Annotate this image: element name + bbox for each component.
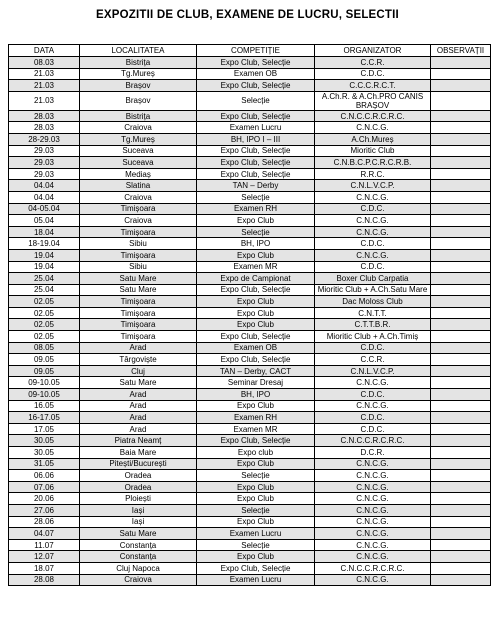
cell-competitie: BH, IPO xyxy=(197,389,315,401)
table-row xyxy=(9,68,491,80)
cell-data: 02.05 xyxy=(9,307,80,319)
cell-competitie: Expo de Campionat xyxy=(197,273,315,285)
table-row xyxy=(9,226,491,238)
cell-localitatea: Timișoara xyxy=(80,307,197,319)
cell-observatii xyxy=(431,215,491,227)
cell-organizator: A.Ch.R. & A.Ch.PRO CANIS BRAȘOV xyxy=(315,91,431,110)
cell-observatii xyxy=(431,80,491,92)
cell-competitie: Expo Club xyxy=(197,296,315,308)
cell-competitie: Expo Club xyxy=(197,458,315,470)
cell-localitatea: Târgoviște xyxy=(80,354,197,366)
cell-data: 04.07 xyxy=(9,528,80,540)
table-row xyxy=(9,389,491,401)
cell-organizator: C.C.C.R.C.T. xyxy=(315,80,431,92)
cell-organizator: C.N.C.G. xyxy=(315,551,431,563)
cell-localitatea: Timișoara xyxy=(80,249,197,261)
cell-localitatea: Arad xyxy=(80,342,197,354)
cell-data: 16-17.05 xyxy=(9,412,80,424)
cell-data: 20.06 xyxy=(9,493,80,505)
cell-localitatea: Constanța xyxy=(80,551,197,563)
cell-localitatea: Oradea xyxy=(80,470,197,482)
cell-data: 27.06 xyxy=(9,504,80,516)
cell-organizator: Boxer Club Carpatia xyxy=(315,273,431,285)
table-row xyxy=(9,307,491,319)
cell-observatii xyxy=(431,180,491,192)
table-row xyxy=(9,168,491,180)
table-row xyxy=(9,528,491,540)
cell-competitie: Examen Lucru xyxy=(197,528,315,540)
cell-data: 30.05 xyxy=(9,435,80,447)
cell-data: 08.05 xyxy=(9,342,80,354)
cell-observatii xyxy=(431,226,491,238)
cell-organizator: C.N.C.G. xyxy=(315,516,431,528)
table-row xyxy=(9,470,491,482)
cell-organizator: C.N.C.G. xyxy=(315,377,431,389)
cell-competitie: Examen RH xyxy=(197,412,315,424)
cell-competitie: Examen MR xyxy=(197,261,315,273)
table-row xyxy=(9,319,491,331)
cell-localitatea: Craiova xyxy=(80,574,197,586)
cell-observatii xyxy=(431,122,491,134)
cell-observatii xyxy=(431,57,491,69)
cell-organizator: C.N.C.C.R.C.R.C. xyxy=(315,110,431,122)
cell-competitie: TAN – Derby, CACT xyxy=(197,365,315,377)
cell-organizator: A.Ch.Mureș xyxy=(315,133,431,145)
cell-data: 21.03 xyxy=(9,80,80,92)
table-row xyxy=(9,191,491,203)
cell-organizator: C.N.C.C.R.C.R.C. xyxy=(315,435,431,447)
cell-observatii xyxy=(431,91,491,110)
cell-organizator: C.N.C.G. xyxy=(315,191,431,203)
cell-data: 09-10.05 xyxy=(9,389,80,401)
header-localitatea: LOCALITATEA xyxy=(80,45,197,57)
cell-organizator: C.N.C.G. xyxy=(315,493,431,505)
cell-localitatea: Craiova xyxy=(80,215,197,227)
cell-localitatea: Timișoara xyxy=(80,203,197,215)
cell-observatii xyxy=(431,168,491,180)
cell-organizator: C.N.T.T. xyxy=(315,307,431,319)
cell-competitie: Selecție xyxy=(197,191,315,203)
cell-organizator: C.N.C.G. xyxy=(315,470,431,482)
cell-localitatea: Satu Mare xyxy=(80,284,197,296)
table-row xyxy=(9,145,491,157)
cell-data: 25.04 xyxy=(9,284,80,296)
cell-localitatea: Craiova xyxy=(80,122,197,134)
cell-localitatea: Craiova xyxy=(80,191,197,203)
cell-localitatea: Timișoara xyxy=(80,226,197,238)
header-data: DATA xyxy=(9,45,80,57)
table-row xyxy=(9,296,491,308)
cell-observatii xyxy=(431,562,491,574)
cell-data: 29.03 xyxy=(9,168,80,180)
cell-localitatea: Suceava xyxy=(80,157,197,169)
cell-organizator: C.N.C.G. xyxy=(315,215,431,227)
cell-observatii xyxy=(431,110,491,122)
cell-localitatea: Satu Mare xyxy=(80,377,197,389)
cell-competitie: BH, IPO xyxy=(197,238,315,250)
cell-localitatea: Timișoara xyxy=(80,331,197,343)
cell-organizator: C.D.C. xyxy=(315,342,431,354)
cell-competitie: TAN – Derby xyxy=(197,180,315,192)
cell-organizator: C.C.R. xyxy=(315,354,431,366)
cell-data: 21.03 xyxy=(9,68,80,80)
table-row xyxy=(9,458,491,470)
cell-competitie: Examen OB xyxy=(197,68,315,80)
cell-observatii xyxy=(431,145,491,157)
cell-observatii xyxy=(431,307,491,319)
header-row xyxy=(9,45,491,57)
cell-data: 02.05 xyxy=(9,296,80,308)
cell-data: 31.05 xyxy=(9,458,80,470)
cell-competitie: Seminar Dresaj xyxy=(197,377,315,389)
cell-data: 04.04 xyxy=(9,191,80,203)
cell-data: 08.03 xyxy=(9,57,80,69)
cell-localitatea: Iași xyxy=(80,516,197,528)
table-row xyxy=(9,249,491,261)
cell-competitie: Expo Club xyxy=(197,215,315,227)
cell-data: 29.03 xyxy=(9,157,80,169)
cell-competitie: Examen MR xyxy=(197,423,315,435)
cell-competitie: Expo Club, Selecție xyxy=(197,354,315,366)
cell-observatii xyxy=(431,528,491,540)
cell-competitie: Expo Club xyxy=(197,481,315,493)
cell-localitatea: Slatina xyxy=(80,180,197,192)
cell-observatii xyxy=(431,574,491,586)
cell-organizator: Mioritic Club + A.Ch.Timiș xyxy=(315,331,431,343)
cell-organizator: C.N.C.G. xyxy=(315,504,431,516)
table-row xyxy=(9,574,491,586)
header-observatii: OBSERVAȚII xyxy=(431,45,491,57)
cell-observatii xyxy=(431,389,491,401)
cell-localitatea: Brașov xyxy=(80,80,197,92)
cell-observatii xyxy=(431,157,491,169)
table-row xyxy=(9,110,491,122)
cell-organizator: C.C.R. xyxy=(315,57,431,69)
cell-organizator: C.N.C.G. xyxy=(315,122,431,134)
table-row xyxy=(9,400,491,412)
cell-localitatea: Bistrița xyxy=(80,110,197,122)
cell-observatii xyxy=(431,249,491,261)
cell-competitie: Expo Club xyxy=(197,551,315,563)
cell-data: 09.05 xyxy=(9,365,80,377)
cell-data: 25.04 xyxy=(9,273,80,285)
cell-observatii xyxy=(431,331,491,343)
cell-organizator: C.D.C. xyxy=(315,412,431,424)
cell-competitie: Expo Club, Selecție xyxy=(197,157,315,169)
cell-data: 06.06 xyxy=(9,470,80,482)
cell-organizator: C.N.C.C.R.C.R.C. xyxy=(315,562,431,574)
cell-observatii xyxy=(431,261,491,273)
cell-competitie: Expo Club xyxy=(197,493,315,505)
cell-data: 30.05 xyxy=(9,447,80,459)
cell-observatii xyxy=(431,284,491,296)
cell-localitatea: Baia Mare xyxy=(80,447,197,459)
table-row xyxy=(9,91,491,110)
cell-observatii xyxy=(431,412,491,424)
table-row xyxy=(9,377,491,389)
table-row xyxy=(9,80,491,92)
table-row xyxy=(9,238,491,250)
cell-data: 29.03 xyxy=(9,145,80,157)
table-row xyxy=(9,516,491,528)
cell-localitatea: Piatra Neamț xyxy=(80,435,197,447)
cell-observatii xyxy=(431,470,491,482)
table-row xyxy=(9,435,491,447)
cell-data: 28.06 xyxy=(9,516,80,528)
cell-localitatea: Ploiești xyxy=(80,493,197,505)
table-row xyxy=(9,354,491,366)
cell-localitatea: Tg.Mureș xyxy=(80,68,197,80)
cell-localitatea: Arad xyxy=(80,389,197,401)
cell-organizator: Mioritic Club xyxy=(315,145,431,157)
cell-competitie: Selecție xyxy=(197,504,315,516)
cell-data: 28.03 xyxy=(9,110,80,122)
cell-competitie: Expo club xyxy=(197,447,315,459)
cell-competitie: Expo Club xyxy=(197,319,315,331)
cell-localitatea: Constanța xyxy=(80,539,197,551)
table-row xyxy=(9,447,491,459)
table-row xyxy=(9,180,491,192)
cell-organizator: C.N.C.G. xyxy=(315,574,431,586)
cell-data: 05.04 xyxy=(9,215,80,227)
table-row xyxy=(9,481,491,493)
table-row xyxy=(9,504,491,516)
page-title: EXPOZITII DE CLUB, EXAMENE DE LUCRU, SELECTII xyxy=(96,9,399,21)
cell-competitie: Expo Club xyxy=(197,400,315,412)
cell-localitatea: Pitești/București xyxy=(80,458,197,470)
table-row xyxy=(9,331,491,343)
cell-localitatea: Cluj xyxy=(80,365,197,377)
cell-localitatea: Mediaș xyxy=(80,168,197,180)
events-table xyxy=(8,44,491,586)
cell-organizator: C.N.C.G. xyxy=(315,249,431,261)
cell-organizator: C.N.L.V.C.P. xyxy=(315,365,431,377)
cell-data: 02.05 xyxy=(9,319,80,331)
cell-competitie: Expo Club, Selecție xyxy=(197,435,315,447)
cell-observatii xyxy=(431,377,491,389)
cell-organizator: C.N.B.C.P.C.R.C.R.B. xyxy=(315,157,431,169)
table-row xyxy=(9,412,491,424)
cell-localitatea: Sibiu xyxy=(80,238,197,250)
cell-data: 19.04 xyxy=(9,249,80,261)
cell-organizator: C.N.L.V.C.P. xyxy=(315,180,431,192)
cell-organizator: C.D.C. xyxy=(315,389,431,401)
cell-organizator: C.T.T.B.R. xyxy=(315,319,431,331)
cell-observatii xyxy=(431,365,491,377)
cell-competitie: Expo Club, Selecție xyxy=(197,57,315,69)
table-row xyxy=(9,342,491,354)
cell-organizator: C.N.C.G. xyxy=(315,400,431,412)
cell-observatii xyxy=(431,435,491,447)
table-row xyxy=(9,157,491,169)
cell-competitie: Expo Club, Selecție xyxy=(197,110,315,122)
cell-observatii xyxy=(431,481,491,493)
cell-competitie: Selecție xyxy=(197,539,315,551)
cell-organizator: R.R.C. xyxy=(315,168,431,180)
cell-observatii xyxy=(431,551,491,563)
cell-data: 04.04 xyxy=(9,180,80,192)
cell-competitie: Expo Club, Selecție xyxy=(197,331,315,343)
cell-organizator: C.D.C. xyxy=(315,238,431,250)
cell-competitie: Expo Club, Selecție xyxy=(197,562,315,574)
cell-data: 18.04 xyxy=(9,226,80,238)
cell-competitie: Expo Club, Selecție xyxy=(197,284,315,296)
cell-competitie: Expo Club xyxy=(197,249,315,261)
cell-organizator: C.N.C.G. xyxy=(315,226,431,238)
cell-competitie: Expo Club, Selecție xyxy=(197,145,315,157)
cell-organizator: Mioritic Club + A.Ch.Satu Mare xyxy=(315,284,431,296)
cell-localitatea: Timișoara xyxy=(80,319,197,331)
cell-competitie: Examen RH xyxy=(197,203,315,215)
cell-observatii xyxy=(431,539,491,551)
cell-localitatea: Iași xyxy=(80,504,197,516)
cell-observatii xyxy=(431,191,491,203)
cell-observatii xyxy=(431,354,491,366)
cell-data: 28.03 xyxy=(9,122,80,134)
cell-observatii xyxy=(431,319,491,331)
cell-competitie: Examen Lucru xyxy=(197,574,315,586)
table-row xyxy=(9,261,491,273)
cell-localitatea: Oradea xyxy=(80,481,197,493)
header-competitie: COMPETIȚIE xyxy=(197,45,315,57)
cell-data: 16.05 xyxy=(9,400,80,412)
cell-organizator: C.D.C. xyxy=(315,203,431,215)
table-row xyxy=(9,203,491,215)
cell-observatii xyxy=(431,458,491,470)
cell-data: 19.04 xyxy=(9,261,80,273)
cell-localitatea: Timișoara xyxy=(80,296,197,308)
cell-localitatea: Tg.Mureș xyxy=(80,133,197,145)
cell-localitatea: Cluj Napoca xyxy=(80,562,197,574)
table-row xyxy=(9,133,491,145)
table-row xyxy=(9,122,491,134)
cell-competitie: Selecție xyxy=(197,91,315,110)
cell-competitie: Expo Club xyxy=(197,307,315,319)
table-row xyxy=(9,365,491,377)
table-row xyxy=(9,562,491,574)
cell-localitatea: Arad xyxy=(80,400,197,412)
cell-observatii xyxy=(431,447,491,459)
cell-competitie: Expo Club, Selecție xyxy=(197,168,315,180)
cell-competitie: Examen Lucru xyxy=(197,122,315,134)
cell-data: 02.05 xyxy=(9,331,80,343)
cell-data: 07.06 xyxy=(9,481,80,493)
cell-organizator: C.D.C. xyxy=(315,68,431,80)
cell-localitatea: Arad xyxy=(80,412,197,424)
cell-data: 09-10.05 xyxy=(9,377,80,389)
cell-observatii xyxy=(431,516,491,528)
table-row xyxy=(9,539,491,551)
cell-data: 28.08 xyxy=(9,574,80,586)
header-organizator: ORGANIZATOR xyxy=(315,45,431,57)
cell-data: 18.07 xyxy=(9,562,80,574)
table-row xyxy=(9,273,491,285)
cell-observatii xyxy=(431,296,491,308)
table-row xyxy=(9,57,491,69)
table-row xyxy=(9,284,491,296)
cell-observatii xyxy=(431,68,491,80)
cell-observatii xyxy=(431,342,491,354)
cell-organizator: D.C.R. xyxy=(315,447,431,459)
cell-organizator: C.N.C.G. xyxy=(315,481,431,493)
cell-competitie: Expo Club xyxy=(197,516,315,528)
cell-localitatea: Sibiu xyxy=(80,261,197,273)
cell-observatii xyxy=(431,133,491,145)
cell-organizator: C.N.C.G. xyxy=(315,539,431,551)
cell-observatii xyxy=(431,423,491,435)
cell-data: 21.03 xyxy=(9,91,80,110)
table-body xyxy=(9,57,491,586)
cell-organizator: C.D.C. xyxy=(315,261,431,273)
table-row xyxy=(9,551,491,563)
cell-observatii xyxy=(431,493,491,505)
cell-localitatea: Satu Mare xyxy=(80,273,197,285)
cell-localitatea: Arad xyxy=(80,423,197,435)
cell-competitie: Expo Club, Selecție xyxy=(197,80,315,92)
cell-localitatea: Brașov xyxy=(80,91,197,110)
cell-observatii xyxy=(431,400,491,412)
cell-competitie: Selecție xyxy=(197,226,315,238)
table-row xyxy=(9,215,491,227)
cell-organizator: C.N.C.G. xyxy=(315,458,431,470)
cell-data: 17.05 xyxy=(9,423,80,435)
cell-organizator: C.D.C. xyxy=(315,423,431,435)
cell-data: 28-29.03 xyxy=(9,133,80,145)
cell-localitatea: Satu Mare xyxy=(80,528,197,540)
cell-data: 09.05 xyxy=(9,354,80,366)
cell-observatii xyxy=(431,504,491,516)
cell-data: 11.07 xyxy=(9,539,80,551)
cell-observatii xyxy=(431,238,491,250)
cell-data: 12.07 xyxy=(9,551,80,563)
cell-competitie: Examen OB xyxy=(197,342,315,354)
cell-data: 18-19.04 xyxy=(9,238,80,250)
cell-data: 04-05.04 xyxy=(9,203,80,215)
table-row xyxy=(9,423,491,435)
table-row xyxy=(9,493,491,505)
cell-competitie: Selecție xyxy=(197,470,315,482)
cell-organizator: C.N.C.G. xyxy=(315,528,431,540)
cell-competitie: BH, IPO I – III xyxy=(197,133,315,145)
cell-organizator: Dac Moloss Club xyxy=(315,296,431,308)
cell-observatii xyxy=(431,203,491,215)
cell-localitatea: Bistrița xyxy=(80,57,197,69)
cell-observatii xyxy=(431,273,491,285)
cell-localitatea: Suceava xyxy=(80,145,197,157)
